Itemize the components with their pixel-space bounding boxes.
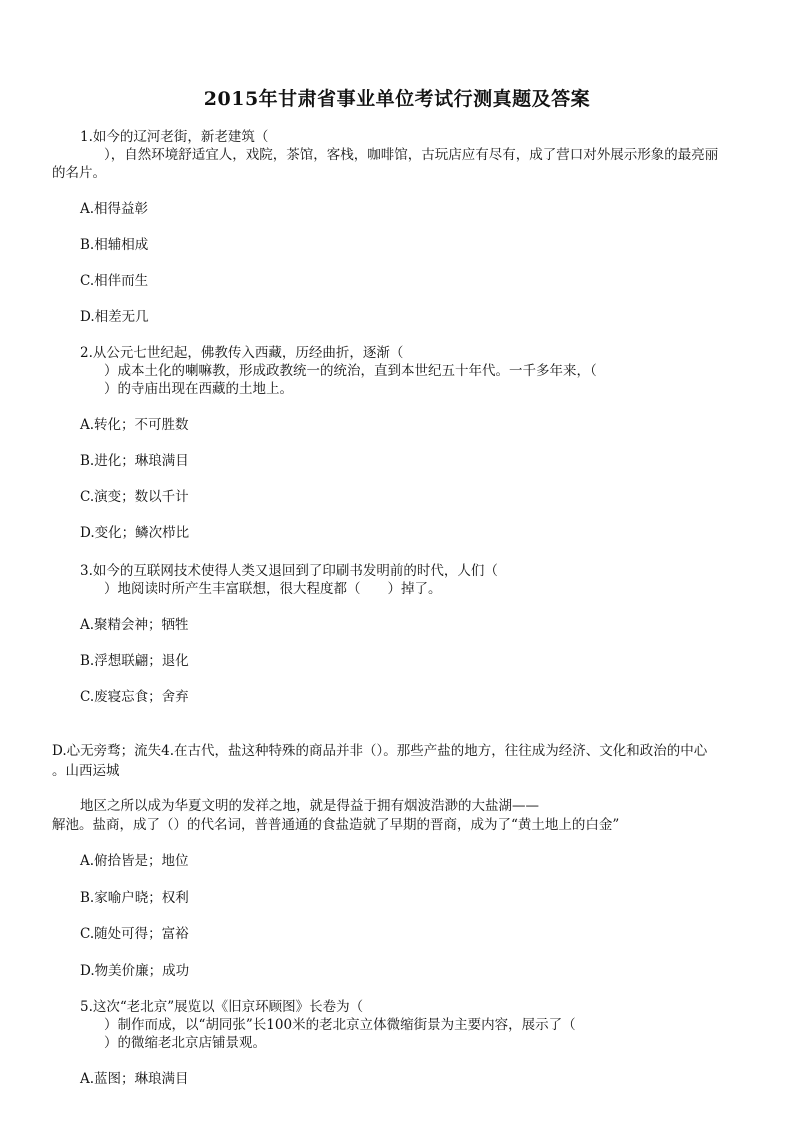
q1-stem-line-3: 的名片。 bbox=[52, 165, 106, 181]
q1-stem-line-2: ），自然环境舒适宜人，戏院，茶馆，客栈，咖啡馆，古玩店应有尽有，成了营口对外展示形象的最亮丽 bbox=[104, 147, 719, 163]
q5-stem-line-2: ）制作而成，以“胡同张”长100米的老北京立体微缩街景为主要内容，展示了（ bbox=[104, 1017, 576, 1033]
q5-option-a: A.蓝图；琳琅满目 bbox=[80, 1071, 189, 1087]
q3-option-a: A.聚精会神；牺牲 bbox=[80, 617, 189, 633]
q3-stem-line-1: 3.如今的互联网技术使得人类又退回到了印刷书发明前的时代，人们（ bbox=[80, 563, 498, 579]
q2-stem-line-3: ）的寺庙出现在西藏的土地上。 bbox=[104, 381, 293, 397]
q2-option-a: A.转化；不可胜数 bbox=[80, 417, 189, 433]
q5-stem-line-1: 5.这次“老北京”展览以《旧京环顾图》长卷为（ bbox=[80, 999, 364, 1015]
q1-option-b: B.相辅相成 bbox=[80, 237, 149, 253]
q4-option-d: D.物美价廉；成功 bbox=[80, 963, 190, 979]
q2-stem-line-1: 2.从公元七世纪起，佛教传入西藏，历经曲折，逐渐（ bbox=[80, 345, 404, 361]
q4-option-a: A.俯拾皆是；地位 bbox=[80, 853, 189, 869]
q3-option-c: C.废寝忘食；舍弃 bbox=[80, 689, 189, 705]
q2-option-c: C.演变；数以千计 bbox=[80, 489, 189, 505]
q3-option-b: B.浮想联翩；退化 bbox=[80, 653, 189, 669]
q1-option-c: C.相伴而生 bbox=[80, 273, 149, 289]
q5-stem-line-3: ）的微缩老北京店铺景观。 bbox=[104, 1035, 266, 1051]
q4-stem-line-1: D.心无旁骛；流失4.在古代，盐这种特殊的商品并非（）。那些产盐的地方，往往成为经济、文化和政治的中心 bbox=[52, 743, 708, 759]
q1-option-a: A.相得益彰 bbox=[80, 201, 149, 217]
q4-option-b: B.家喻户晓；权利 bbox=[80, 890, 189, 906]
page-title: 2015年甘肃省事业单位考试行测真题及答案 bbox=[203, 88, 591, 110]
q2-option-b: B.进化；琳琅满目 bbox=[80, 453, 189, 469]
q2-option-d: D.变化；鳞次栉比 bbox=[80, 525, 190, 541]
q2-stem-line-2: ）成本土化的喇嘛教，形成政教统一的统治，直到本世纪五十年代。一千多年来，（ bbox=[104, 363, 597, 379]
q4-stem-line-4: 解池。盐商，成了（）的代名词，普普通通的食盐造就了早期的晋商，成为了“黄土地上的白金” bbox=[52, 817, 620, 833]
q3-stem-line-2: ）地阅读时所产生丰富联想，很大程度都（ ）掉了。 bbox=[104, 581, 442, 597]
q4-stem-line-3: 地区之所以成为华夏文明的发祥之地，就是得益于拥有烟波浩渺的大盐湖—— bbox=[80, 798, 539, 814]
q4-option-c: C.随处可得；富裕 bbox=[80, 926, 189, 942]
q4-stem-line-2: 。山西运城 bbox=[52, 763, 120, 779]
q1-option-d: D.相差无几 bbox=[80, 309, 149, 325]
q1-stem-line-1: 1.如今的辽河老街，新老建筑（ bbox=[80, 129, 269, 145]
